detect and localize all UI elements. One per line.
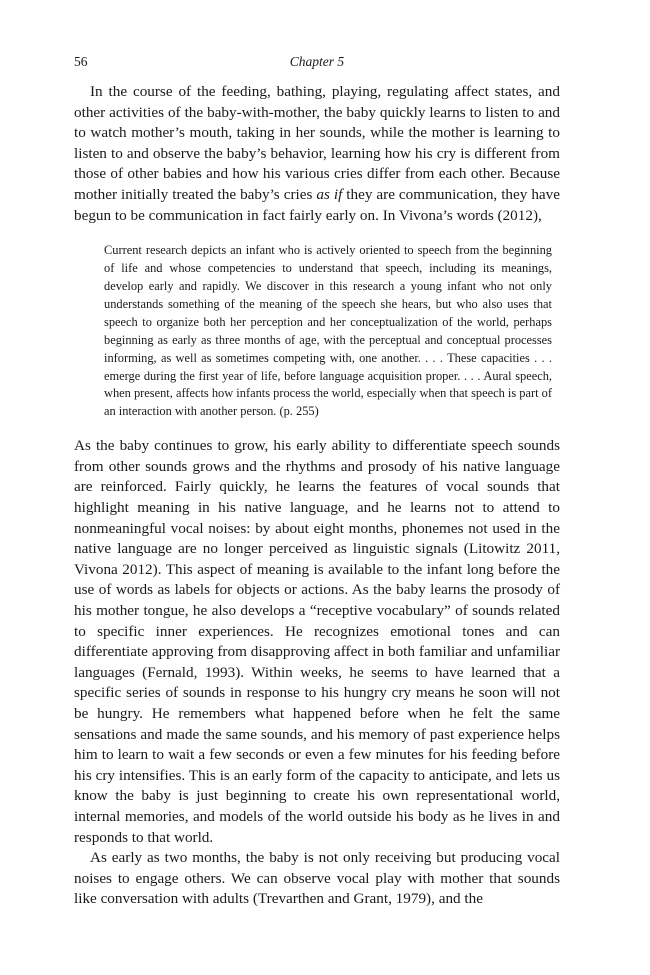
paragraph-1-text-b: they are communication, they have begun to be communication in fact fairly early on. In Vivona’s words (2012), <box>74 185 560 224</box>
paragraph-3: As early as two months, the baby is not only receiving but producing vocal noises to engage others. We can observe vocal play with mother that sounds like conversation with adults (Trevarthen and Grant, 1979), and the <box>74 849 560 908</box>
paragraph-1-text-a: In the course of the feeding, bathing, playing, regulating affect states, and other activities of the baby-with-mother, the baby quickly learns to listen to and to watch mother’s mouth, taking in her sounds, while the mother is learning to listen to and observe the baby’s behavior, learning how his cry is different from those of other babies and how his various cries differ from each other. Because mother initially treated the baby’s cries <box>74 83 560 203</box>
paragraph-1-italic-phrase: as if <box>316 185 343 203</box>
paragraph-2: As the baby continues to grow, his early ability to differentiate speech sounds from other sounds grows and the rhythms and prosody of his native language are reinforced. Fairly quickly, he learns the features of vocal sounds that highlight meaning in his native language, and he learns not to attend to nonmeaningful vocal noises: by about eight months, phonemes not used in the native language are no longer perceived as linguistic signals (Litowitz 2011, Vivona 2012). This aspect of meaning is available to the infant long before the use of words as labels for objects or actions. As the baby learns the prosody of his mother tongue, he also develops a “receptive vocabulary” of sounds related to specific inner experiences. He recognizes emotional tones and can differentiate approving from disapproving affect in both familiar and unfamiliar languages (Fernald, 1993). Within weeks, he seems to have learned that a specific series of sounds in response to his hungry cry means he soon will not be hungry. He remembers what happened before when he felt the same sensations and made the same sounds, and his memory of past experience helps him to learn to wait a few seconds or even a few minutes for his feeding before his cry intensifies. This is an early form of the capacity to anticipate, and lets us know the baby is just beginning to create his own representational world, internal memories, and models of the world outside his body as he lives in and responds to that world. <box>74 437 560 846</box>
block-quote <box>104 242 552 421</box>
running-head <box>74 52 560 72</box>
paragraph-1 <box>74 82 560 226</box>
book-page <box>74 52 560 910</box>
chapter-title: Chapter 5 <box>289 54 345 69</box>
block-quote-text: Current research depicts an infant who is actively oriented to speech from the beginning of life and whose competencies to understand that speech, including its meanings, develop early and rapidly. We discover in this research a young infant who not only understands something of the meaning of the speech she hears, but who also uses that speech to organize both her perception and her conceptualization of the world, perhaps beginning as early as three months of age, with the perceptual and conceptual processes informing, as well as sometimes competing with, one another. . . . These capacities . . . emerge during the first year of life, before language acquisition proper. . . . Aural speech, when present, affects how infants process the world, especially when that speech is part of an interaction with another person. (p. 255) <box>104 243 552 419</box>
page-number: 56 <box>74 54 88 69</box>
